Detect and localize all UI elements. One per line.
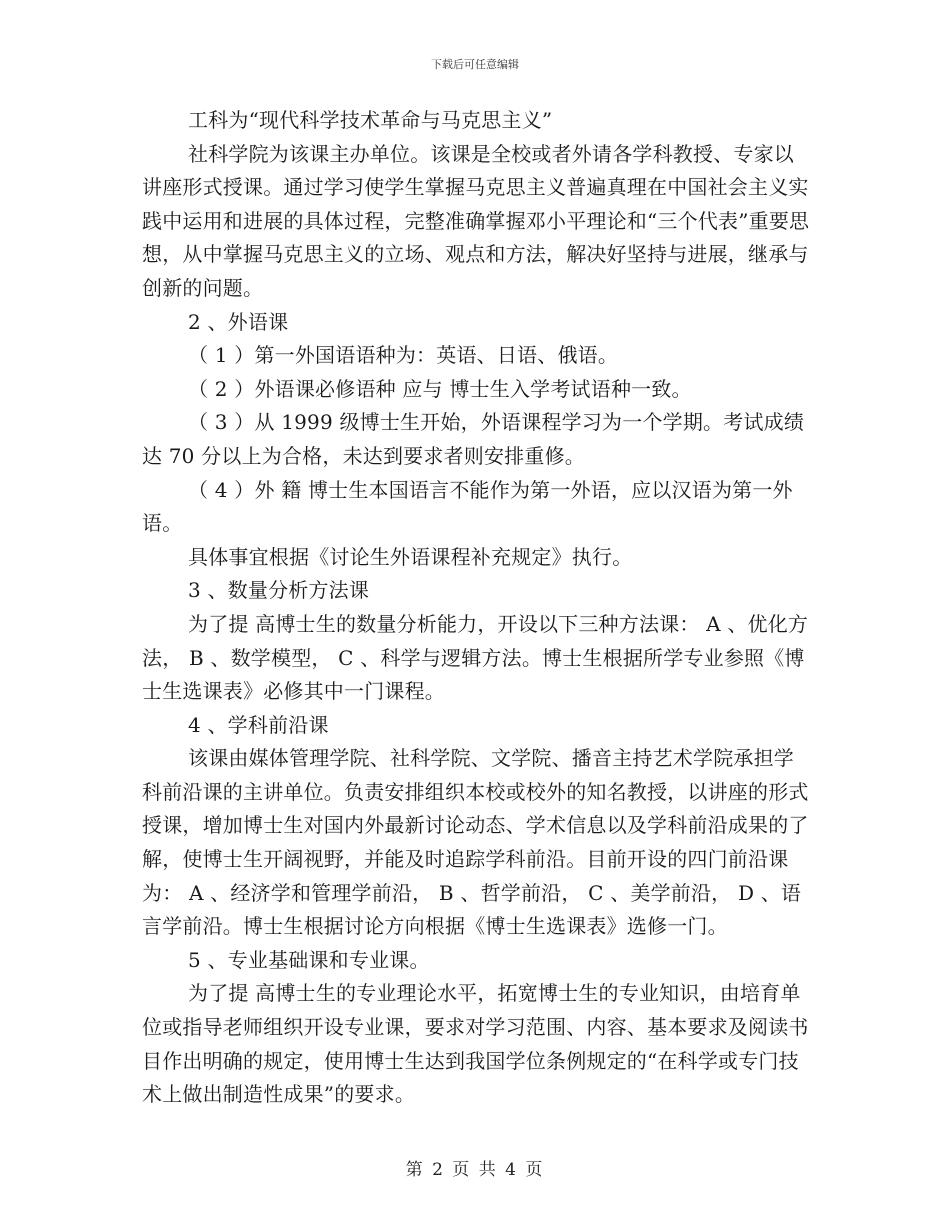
section-heading-5: 5 、专业基础课和专业课。 [188, 947, 430, 972]
section-heading-2: 2 、外语课 [188, 309, 289, 334]
paragraph-6: 为了提 高博士生的专业理论水平，拓宽博士生的专业知识，由培育单位或指导老师组织开设专业课，要求对学习范围、内容、基本要求及阅读书目作出明确的规定，使用博士生达到我国学位条例规定的“在科学或专门技术上做出制造性成果”的要求。 [142, 981, 809, 1107]
paragraph-4: 为了提 高博士生的数量分析能力，开设以下三种方法课： A 、优化方法， B 、数学模型， C 、科学与逻辑方法。博士生根据所学专业参照《博士生选课表》必修其中一门课程。 [142, 611, 809, 704]
section-heading-4: 4 、学科前沿课 [188, 712, 329, 737]
document-body [142, 104, 814, 1112]
paragraph-1: 工科为“现代科学技术革命与马克思主义” [188, 108, 553, 132]
paragraph-2: 社科学院为该课主办单位。该课是全校或者外请各学科教授、专家以讲座形式授课。通过学习使学生掌握马克思主义普遍真理在中国社会主义实践中运用和进展的具体过程，完整准确掌握邓小平理论和“三个代表”重要思想，从中掌握马克思主义的立场、观点和方法，解决好坚持与进展，继承与创新的问题。 [142, 141, 810, 300]
paragraph-5: 该课由媒体管理学院、社科学院、文学院、播音主持艺术学院承担学科前沿课的主讲单位。负责安排组织本校或校外的知名教授，以讲座的形式授课，增加博士生对国内外最新讨论动态、学术信息以及学科前沿成果的了解，使博士生开阔视野，并能及时追踪学科前沿。目前开设的四门前沿课为： A 、经济学和管理学前沿， B 、哲学前沿， C 、美学前沿， D 、语言学前沿。博士生根据讨论方向根据《博士生选课表》选修一门。 [142, 746, 809, 939]
paragraph-3: 具体事宜根据《讨论生外语课程补充规定》执行。 [188, 544, 633, 569]
page-header: 下载后可任意编辑 [431, 58, 519, 71]
section-heading-3: 3 、数量分析方法课 [188, 578, 370, 603]
list-item-3: （ 3 ）从 1999 级博士生开始，外语课程学习为一个学期。考试成绩达 70 分以上为合格，未达到要求者则安排重修。 [142, 410, 805, 468]
list-item-1: （ 1 ）第一外国语语种为：英语、日语、俄语。 [188, 343, 619, 368]
list-item-2: （ 2 ）外语课必修语种 应与 博士生入学考试语种一致。 [188, 376, 692, 401]
list-item-4: （ 4 ）外 籍 博士生本国语言不能作为第一外语，应以汉语为第一外语。 [142, 477, 793, 536]
page-number-footer: 第 2 页 共 4 页 [405, 1160, 545, 1180]
